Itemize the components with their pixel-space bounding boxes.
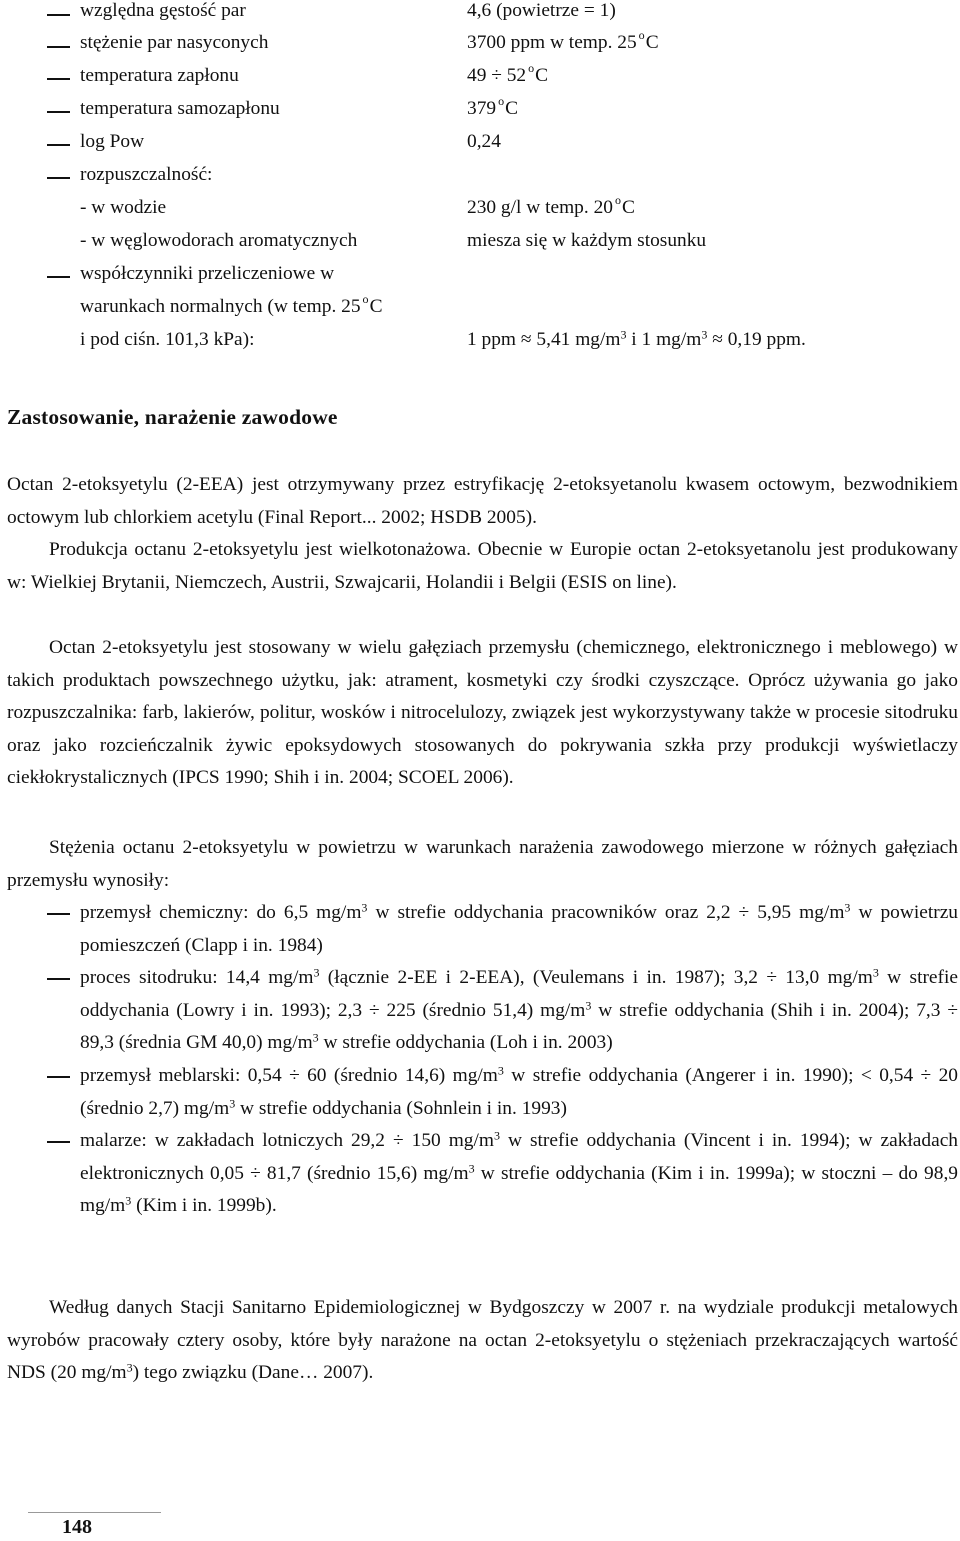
paragraph: Octan 2-etoksyetylu (2-EEA) jest otrzymywany przez estryfikację 2-etoksyetanolu kwasem octowym, bezwodnikiem octowym lub chlorkiem acetylu (Final Report... 2002; HSDB 2005). — [7, 474, 958, 528]
conversion-value: 1 ppm ≈ 5,41 $mg/m^3$ i 1 $mg/m^3 \approx 0,19$ ppm. — [467, 327, 806, 350]
property-value: 230 g/l w temp. 20 $^o$C — [467, 192, 635, 218]
page-number: 148 — [62, 1516, 92, 1538]
list-dash — [47, 14, 70, 16]
list-item: proces sitodruku: 14,4 $mg/m^3$ (łącznie 2-EE i 2-EEA), (Veulemans i in. 1987); 3,2 ÷ 13,0 $mg/m^3$ w strefie oddychania (Lowry i in. 1993); 2,3 ÷ 225 (średnio 51,4) $mg/m^3$ w strefie oddychania (Shih i in. 2004); 7,3 ÷ 89,3 (średnia GM 40,0) $mg/m^3$ w strefie oddychania (Loh i in. 2003) — [7, 962, 958, 1060]
property-sublabel: - w wodzie — [80, 197, 167, 218]
conversion-label-line2: warunkach normalnych (w temp. 25 $^o$C — [80, 291, 383, 317]
property-label: rozpuszczalność: — [80, 164, 213, 185]
paragraph: Stężenia octanu 2-etoksyetylu w powietrzu w warunkach narażenia zawodowego mierzone w różnych gałęziach przemysłu wynosiły: — [7, 837, 958, 891]
list-dash — [47, 78, 70, 80]
footer-rule — [28, 1512, 161, 1513]
list-item: malarze: w zakładach lotniczych 29,2 ÷ 150 $mg/m^3$ w strefie oddychania (Vincent i in. 1994); w zakładach elektronicznych 0,05 ÷ 81,7 (średnio 15,6) $mg/m^3$ w strefie oddychania (Kim i in. 1999a); w stoczni – do 98,9 $mg/m^3$ (Kim i in. 1999b). — [7, 1125, 958, 1223]
list-dash — [47, 111, 70, 113]
property-value: 49 ÷ 52 $^o$C — [467, 60, 549, 86]
list-dash — [47, 46, 70, 48]
list-dash — [47, 978, 70, 980]
conversion-label-line3: i pod ciśn. 101,3 kPa): — [80, 329, 255, 350]
conversion-label-line1: współczynniki przeliczeniowe w — [80, 263, 335, 284]
property-label: temperatura samozapłonu — [80, 98, 280, 119]
list-dash — [47, 1141, 70, 1143]
list-dash — [47, 144, 70, 146]
list-dash — [47, 1076, 70, 1078]
property-sublabel: - w węglowodorach aromatycznych — [80, 230, 358, 251]
property-value: 4,6 (powietrze = 1) — [467, 0, 616, 21]
property-value: miesza się w każdym stosunku — [467, 230, 707, 251]
list-item: przemysł chemiczny: do 6,5 $mg/m^3$ w strefie oddychania pracowników oraz 2,2 ÷ 5,95 $mg/m^3$ w powietrzu pomieszczeń (Clapp i in. 1984) — [7, 897, 958, 962]
approx-symbol: ≈ — [712, 329, 723, 350]
property-value: 379 $^o$C — [467, 93, 519, 119]
property-value: 3700 ppm w temp. 25 $^o$C — [467, 27, 659, 53]
paragraph: Produkcja octanu 2-etoksyetylu jest wielkotonażowa. Obecnie w Europie octan 2-etoksyetanolu jest produkowany w: Wielkiej Brytanii, Niemczech, Austrii, Szwajcarii, Holandii i Belgii (ESIS on line). — [7, 539, 958, 593]
property-label: temperatura zapłonu — [80, 65, 239, 86]
list-dash — [47, 276, 70, 278]
paragraph: Octan 2-etoksyetylu jest stosowany w wielu gałęziach przemysłu (chemicznego, elektronicznego i meblowego) w takich produktach powszechnego użytku, jak: atrament, kosmetyki czy środki czyszczące. Oprócz używania go jako rozpuszczalnika: farb, lakierów, politur, wosków i nitrocelulozy, związek jest wykorzystywany także w procesie sitodruku oraz jako rozcieńczalnik żywic epoksydowych stosowanych do pokrywania szkła przy produkcji wyświetlaczy ciekłokrystalicznych (IPCS 1990; Shih i in. 2004; SCOEL 2006). — [7, 637, 958, 789]
list-dash — [47, 913, 70, 915]
exposure-list — [7, 897, 958, 1223]
property-label: stężenie par nasyconych — [80, 32, 269, 53]
section-heading: Zastosowanie, narażenie zawodowe — [7, 405, 338, 429]
list-item: przemysł meblarski: 0,54 ÷ 60 (średnio 14,6) $mg/m^3$ w strefie oddychania (Angerer i in. 1990); < 0,54 ÷ 20 (średnio 2,7) $mg/m^3$ w strefie oddychania (Sohnlein i in. 1993) — [7, 1060, 958, 1125]
property-label: względna gęstość par — [80, 0, 246, 21]
property-label: log Pow — [80, 131, 145, 152]
property-value: 0,24 — [467, 131, 501, 152]
paragraph: Według danych Stacji Sanitarno Epidemiologicznej w Bydgoszczy w 2007 r. na wydziale produkcji metalowych wyrobów pracowały cztery osoby, które były narażone na octan 2-etoksyetylu o stężeniach przekraczających wartość NDS (20 $mg/m^3$) tego związku (Dane… 2007). — [7, 1297, 958, 1384]
list-dash — [47, 177, 70, 179]
approx-symbol: ≈ — [520, 329, 532, 350]
